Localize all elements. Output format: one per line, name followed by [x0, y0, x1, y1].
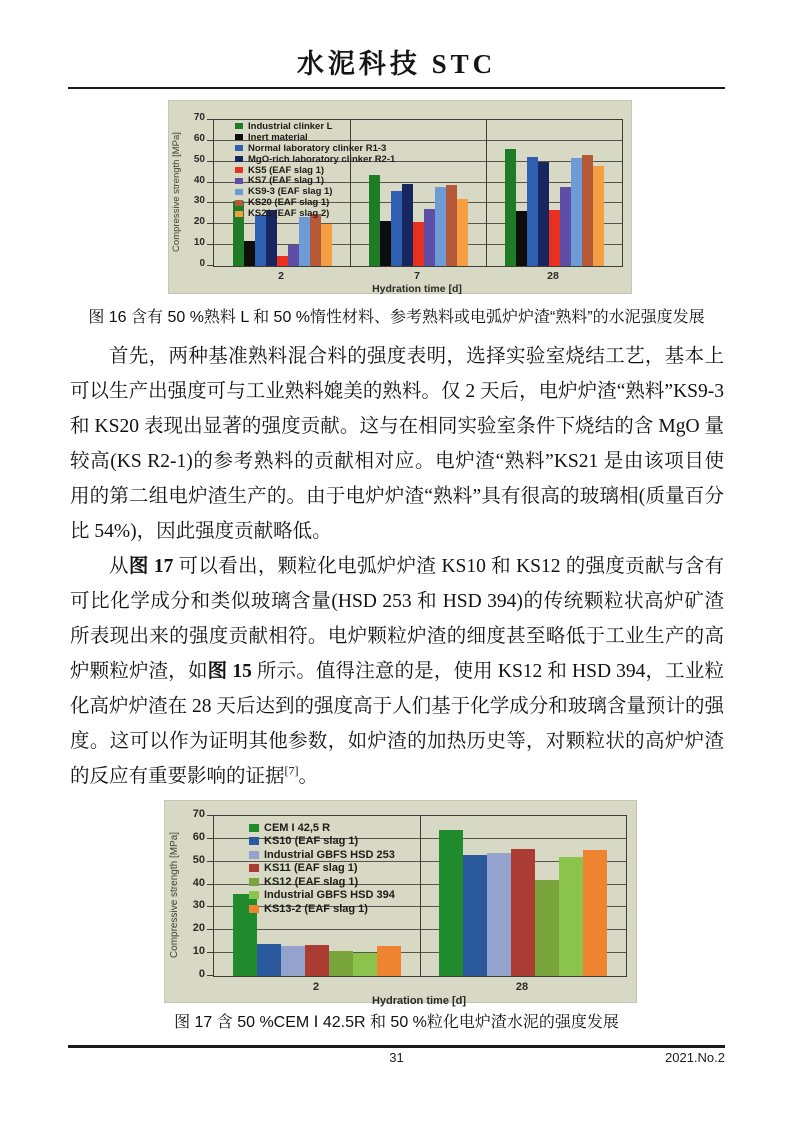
legend-item: [235, 208, 395, 219]
x-category-label: 7: [414, 270, 420, 282]
bar-ks7-eaf-slag-1: [424, 209, 435, 266]
x-category-label: 2: [278, 270, 284, 282]
figure-ref: 图 15: [207, 661, 252, 682]
bar-ks13-2-eaf-slag-1: [583, 850, 607, 976]
y-axis-tick-label: 20: [192, 922, 205, 935]
y-axis-tick-label: 20: [193, 216, 205, 228]
legend-item: [249, 875, 395, 889]
y-axis-tick-label: 50: [192, 853, 205, 866]
paragraph-1: [70, 339, 724, 549]
legend-item: [235, 186, 395, 197]
legend-swatch: [235, 123, 243, 129]
chart-legend: [249, 821, 395, 916]
bar-ks21-eaf-slag-2: [321, 224, 332, 266]
bar-ks11-eaf-slag-1: [511, 849, 535, 976]
y-axis-tick-label: 70: [193, 112, 205, 123]
legend-label: KS9-3 (EAF slag 1): [248, 186, 333, 198]
y-axis-title: Compressive strength [MPa]: [169, 831, 180, 959]
legend-label: KS21 (EAF slag 2): [248, 208, 330, 220]
legend-swatch: [235, 178, 243, 184]
bar-ks10-eaf-slag-1: [257, 944, 281, 976]
y-axis-tick-label: 40: [192, 876, 205, 889]
legend-swatch: [235, 189, 243, 195]
legend-item: [235, 197, 395, 208]
legend-label: KS5 (EAF slag 1): [248, 164, 325, 176]
bar-industrial-gbfs-hsd-394: [353, 953, 377, 976]
y-axis-tick: [207, 884, 213, 885]
body-text-run: 。: [298, 766, 319, 787]
bar-ks21-eaf-slag-2: [593, 166, 604, 266]
y-axis-tick: [207, 182, 213, 183]
legend-label: CEM I 42,5 R: [264, 821, 331, 834]
y-axis-tick-label: 60: [193, 132, 205, 144]
bar-normal-laboratory-clinker-r1-3: [527, 157, 538, 267]
legend-label: Inert material: [248, 131, 308, 143]
legend-swatch: [249, 851, 259, 859]
bar-ks13-2-eaf-slag-1: [377, 946, 401, 976]
legend-item: [249, 902, 395, 916]
bar-ks20-eaf-slag-1: [446, 185, 457, 266]
bar-inert-material: [516, 211, 527, 266]
legend-swatch: [249, 905, 259, 913]
bar-ks11-eaf-slag-1: [305, 945, 329, 976]
chart-legend: [235, 121, 395, 219]
legend-item: [249, 889, 395, 903]
bar-mgo-rich-laboratory-clinker-r2-1: [538, 162, 549, 266]
bar-ks5-eaf-slag-1: [549, 210, 560, 266]
legend-label: KS7 (EAF slag 1): [248, 175, 325, 187]
bar-ks21-eaf-slag-2: [457, 199, 468, 266]
legend-swatch: [235, 200, 243, 206]
legend-swatch: [249, 824, 259, 832]
legend-label: Industrial GBFS HSD 253: [264, 848, 395, 861]
bar-industrial-gbfs-hsd-394: [559, 857, 583, 976]
legend-label: Industrial GBFS HSD 394: [264, 889, 395, 902]
issue-label: 2021.No.2: [665, 1050, 725, 1065]
legend-label: KS20 (EAF slag 1): [248, 197, 330, 209]
body-text-run: 可以看出，颗粒化电弧炉炉渣 KS10 和 KS12 的强度贡献与含有可比化学成分和类似玻璃含量(HSD 253 和 HSD 394)的传统颗粒状高炉矿渣所表现出来的强度贡献相符。电炉颗粒炉渣的细度甚至略低于工业生产的高炉颗粒炉渣，如: [70, 556, 724, 682]
body-text-run: 首先，两种基准熟料混合料的强度表明，选择实验室烧结工艺，基本上可以生产出强度可与工业熟料媲美的熟料。仅 2 天后，电炉炉渣“熟料”KS9-3 和 KS20 表现出显著的强度贡献。这与在相同实验室条件下烧结的含 MgO 量较高(KS R2-1)的参考熟料的贡献相对应。电炉渣“熟料”KS21 是由该项目使用的第二组电炉渣生产的。由于电炉炉渣“熟料”具有很高的玻璃相(质量百分比 54%)，因此强度贡献略低。: [70, 346, 724, 542]
legend-swatch: [235, 211, 243, 217]
y-axis-tick: [207, 838, 213, 839]
legend-item: [235, 175, 395, 186]
footer-rule: [68, 1045, 725, 1048]
bar-ks7-eaf-slag-1: [560, 187, 571, 266]
bar-inert-material: [380, 221, 391, 266]
figure-17-bar-chart: [164, 800, 637, 1007]
legend-swatch: [249, 891, 259, 899]
y-axis-tick-label: 0: [198, 968, 205, 980]
bar-ks9-3-eaf-slag-1: [571, 158, 582, 266]
x-category-label: 28: [547, 270, 559, 282]
bar-ks9-3-eaf-slag-1: [435, 187, 446, 266]
legend-item: [249, 835, 395, 849]
legend-label: KS13-2 (EAF slag 1): [264, 902, 368, 915]
legend-label: MgO-rich laboratory clinker R2-1: [248, 153, 396, 165]
x-axis-title: Hydration time [d]: [371, 995, 467, 1007]
y-axis-tick-label: 60: [192, 830, 205, 843]
bar-normal-laboratory-clinker-r1-3: [255, 215, 266, 266]
bar-industrial-gbfs-hsd-253: [281, 946, 305, 976]
legend-swatch: [235, 167, 243, 173]
y-axis-tick-label: 10: [193, 237, 205, 249]
legend-label: KS11 (EAF slag 1): [264, 862, 358, 875]
legend-item: [249, 848, 395, 862]
bar-ks7-eaf-slag-1: [288, 245, 299, 266]
bar-ks12-eaf-slag-1: [329, 951, 353, 976]
body-text-run: 所示。值得注意的是，使用 KS12 和 HSD 394，工业粒化高炉炉渣在 28 天后达到的强度高于人们基于化学成分和玻璃含量预计的强度。这可以作为证明其他参数，如炉渣的加热历史等，对颗粒状的高炉炉渣的反应有重要影响的证据: [70, 661, 724, 787]
y-axis-tick-label: 40: [193, 174, 205, 186]
journal-header-title: 水泥科技 STC: [296, 49, 497, 79]
figure-16-caption: 图 16 含有 50 %熟料 L 和 50 %惰性材料、参考熟料或电弧炉炉渣“熟料”的水泥强度发展: [88, 309, 705, 326]
page-number: 31: [389, 1050, 404, 1065]
legend-swatch: [235, 134, 243, 140]
y-axis-tick: [207, 140, 213, 141]
legend-item: [235, 154, 395, 165]
figure-ref: 图 17: [128, 556, 174, 577]
legend-item: [249, 862, 395, 876]
bar-ks20-eaf-slag-1: [582, 155, 593, 266]
y-axis-tick-label: 70: [192, 808, 205, 820]
y-axis-tick: [207, 815, 213, 816]
y-axis-tick: [207, 975, 213, 976]
y-axis-tick-label: 50: [193, 153, 205, 165]
y-axis-tick: [207, 244, 213, 245]
legend-item: [249, 821, 395, 835]
legend-label: KS12 (EAF slag 1): [264, 875, 359, 888]
legend-item: [235, 143, 395, 154]
y-axis-tick-label: 10: [192, 945, 205, 958]
y-axis-tick-label: 0: [199, 258, 205, 269]
y-axis-tick: [207, 265, 213, 266]
bar-ks9-3-eaf-slag-1: [299, 217, 310, 266]
figure-17-caption: 图 17 含 50 %CEM Ⅰ 42.5R 和 50 %粒化电炉渣水泥的强度发展: [174, 1014, 619, 1031]
bar-ks20-eaf-slag-1: [310, 214, 321, 266]
legend-swatch: [249, 837, 259, 845]
legend-label: KS10 (EAF slag 1): [264, 835, 359, 848]
legend-swatch: [249, 878, 259, 886]
paragraph-2: [70, 549, 724, 794]
y-axis-tick: [207, 223, 213, 224]
bar-industrial-gbfs-hsd-253: [487, 853, 511, 976]
bar-industrial-clinker-l: [505, 149, 516, 266]
x-category-label: 2: [312, 981, 320, 993]
figure-16-bar-chart: [168, 100, 632, 294]
legend-swatch: [235, 145, 243, 151]
y-axis-tick: [207, 202, 213, 203]
header-rule: [68, 87, 725, 89]
y-axis-tick: [207, 861, 213, 862]
y-axis-tick: [207, 952, 213, 953]
legend-swatch: [235, 156, 243, 162]
legend-item: [235, 165, 395, 176]
y-axis-tick: [207, 929, 213, 930]
bar-ks12-eaf-slag-1: [535, 880, 559, 976]
bar-group-day-28: [420, 816, 626, 976]
y-axis-tick-label: 30: [192, 899, 205, 912]
bar-cem-i-42-5-r: [439, 830, 463, 976]
x-axis-title: Hydration time [d]: [372, 283, 462, 295]
y-axis-title: Compressive strength [MPa]: [171, 132, 182, 252]
bar-ks10-eaf-slag-1: [463, 855, 487, 976]
bar-mgo-rich-laboratory-clinker-r2-1: [402, 184, 413, 266]
bar-ks5-eaf-slag-1: [413, 222, 424, 266]
y-axis-tick: [207, 161, 213, 162]
y-axis-tick-label: 30: [193, 195, 205, 207]
legend-item: [235, 121, 395, 132]
legend-item: [235, 132, 395, 143]
legend-swatch: [249, 864, 259, 872]
bar-group-day-28: [486, 120, 622, 266]
y-axis-tick: [207, 906, 213, 907]
body-text-run: 从: [109, 556, 129, 577]
x-category-label: 28: [515, 981, 529, 993]
bar-ks5-eaf-slag-1: [277, 256, 288, 266]
legend-label: Normal laboratory clinker R1-3: [248, 142, 387, 154]
citation-ref: [7]: [284, 763, 299, 778]
y-axis-tick: [207, 119, 213, 120]
bar-inert-material: [244, 241, 255, 266]
legend-label: Industrial clinker L: [248, 120, 333, 132]
